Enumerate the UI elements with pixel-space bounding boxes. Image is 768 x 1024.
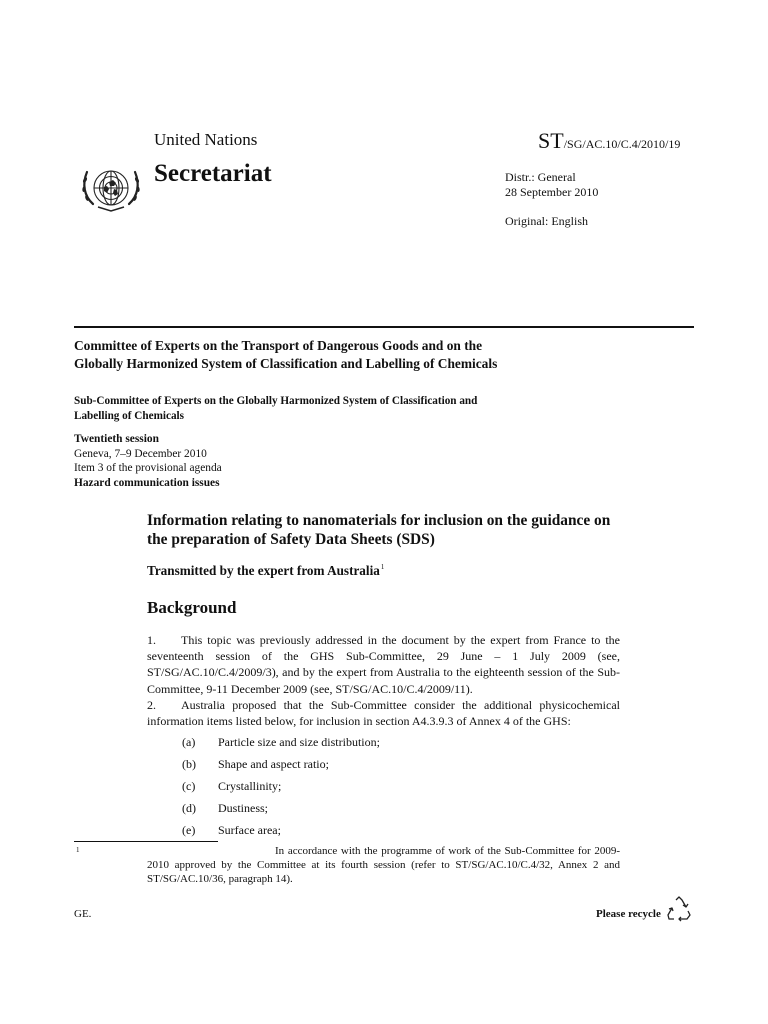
list-item-label: (b) (182, 757, 196, 771)
recycle-icon (666, 896, 692, 922)
header-divider (74, 326, 694, 328)
footnote-text: In accordance with the programme of work of the Sub-Committee for 2009-2010 approved by the Committee at its fourth session (refer to ST/SG/AC.10/C.4/32, Annex 2 and ST/SG/AC.10/36, paragraph 14). (147, 845, 620, 886)
distribution-label: Distr.: General (505, 170, 576, 184)
paragraph-text: Australia proposed that the Sub-Committee consider the additional physicochemical information items listed below, for inclusion in section A4.3.9.3 of Annex 4 of the GHS: (147, 698, 620, 729)
list-item (182, 757, 512, 779)
paragraph-number: 1. (147, 633, 156, 647)
document-symbol-prefix: ST (538, 128, 564, 153)
session-place-date: Geneva, 7–9 December 2010 (74, 447, 207, 460)
list-item-label: (c) (182, 779, 196, 793)
paragraph (147, 697, 620, 729)
footnote-reference: 1 (380, 563, 385, 571)
list-item-text: Crystallinity; (218, 779, 282, 793)
transmitted-by-text: Transmitted by the expert from Australia (147, 563, 380, 578)
list-item (182, 801, 512, 823)
list-item-label: (a) (182, 735, 196, 749)
secretariat-heading: Secretariat (154, 160, 272, 187)
session-name: Twentieth session (74, 433, 159, 445)
un-emblem-icon (76, 160, 146, 220)
job-code: GE. (74, 908, 92, 920)
list-item-label: (d) (182, 801, 196, 815)
footnote-divider (74, 841, 218, 842)
paragraph-number: 2. (147, 698, 156, 712)
session-info (74, 432, 222, 490)
document-title: Information relating to nanomaterials for inclusion on the guidance on the preparation of Safety Data Sheets (SDS) (147, 512, 611, 548)
agenda-topic: Hazard communication issues (74, 476, 220, 489)
list-item-text: Surface area; (218, 823, 281, 837)
document-symbol (538, 128, 680, 154)
paragraph (147, 632, 620, 697)
list-item-text: Particle size and size distribution; (218, 735, 380, 749)
document-symbol-rest: /SG/AC.10/C.4/2010/19 (563, 137, 681, 151)
paragraph-text: This topic was previously addressed in the document by the expert from France to the seventeenth session of the GHS Sub-Committee, 29 June – 1 July 2009 (see, ST/SG/AC.10/C.4/2009/3), and by the expert from Australia to the eighteenth session of the Sub-Committee, 9-11 December 2009 (see, ST/SG/AC.10/C.4/2009/11). (147, 633, 620, 696)
transmitted-by (147, 563, 384, 579)
list-item (182, 735, 512, 757)
issue-date: 28 September 2010 (505, 185, 599, 199)
section-heading: Background (147, 598, 237, 617)
committee-title: Committee of Experts on the Transport of Dangerous Goods and on the Globally Harmonized System of Classification and Labelling of Chemicals (74, 338, 498, 371)
please-recycle-label: Please recycle (596, 908, 661, 920)
list-item-label: (e) (182, 823, 196, 837)
list-item (182, 823, 512, 845)
original-language: Original: English (505, 214, 588, 228)
list-item-text: Shape and aspect ratio; (218, 757, 329, 771)
organization-name: United Nations (154, 130, 258, 149)
footnote-mark: 1 (76, 846, 80, 854)
subcommittee-title: Sub-Committee of Experts on the Globally Harmonized System of Classification and Labelling of Chemicals (74, 395, 478, 422)
distribution-block (505, 170, 598, 200)
info-items-list (182, 735, 512, 845)
list-item (182, 779, 512, 801)
agenda-item: Item 3 of the provisional agenda (74, 462, 222, 474)
list-item-text: Dustiness; (218, 801, 269, 815)
